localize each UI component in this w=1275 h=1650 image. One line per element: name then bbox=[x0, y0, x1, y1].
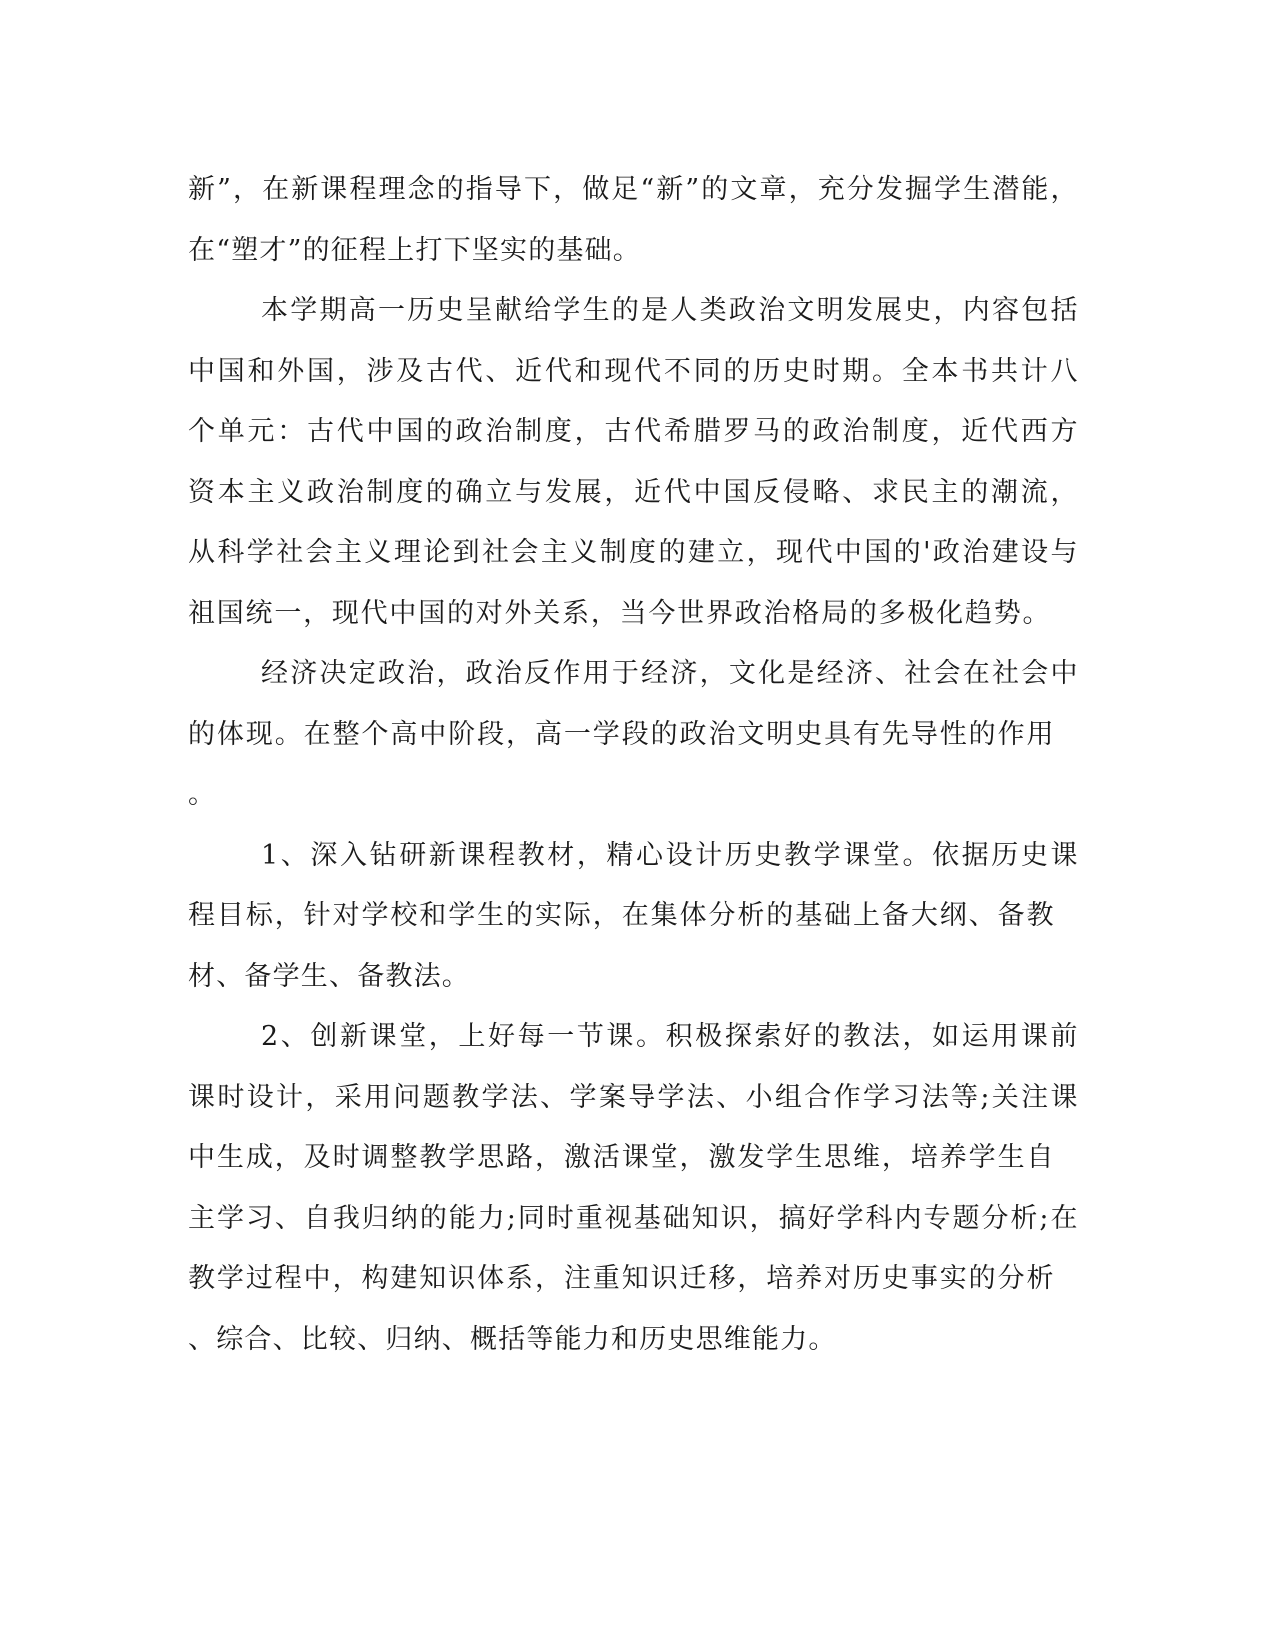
text-line: 祖国统一，现代中国的对外关系，当今世界政治格局的多极化趋势。 bbox=[188, 597, 1050, 629]
paragraph-3 bbox=[188, 644, 1078, 826]
paragraph-2 bbox=[188, 281, 1078, 644]
text-line: 经济决定政治，政治反作用于经济，文化是经济、社会在社会中 bbox=[261, 658, 1078, 689]
text-line: 程目标，针对学校和学生的实际，在集体分析的基础上备大纲、备教 bbox=[188, 900, 1054, 931]
document-page bbox=[188, 160, 1078, 1370]
text-line: 主学习、自我归纳的能力;同时重视基础知识，搞好学科内专题分析;在 bbox=[188, 1202, 1078, 1234]
text-line: 本学期高一历史呈献给学生的是人类政治文明发展史，内容包括 bbox=[261, 295, 1078, 326]
text-line: 新”，在新课程理念的指导下，做足“新”的文章，充分发掘学生潜能， bbox=[188, 174, 1078, 205]
text-line: 资本主义政治制度的确立与发展，近代中国反侵略、求民主的潮流， bbox=[188, 476, 1078, 508]
text-line: 材、备学生、备教法。 bbox=[188, 960, 470, 992]
text-line: 中生成，及时调整教学思路，激活课堂，激发学生思维，培养学生自 bbox=[188, 1142, 1054, 1173]
text-line: 1、深入钻研新课程教材，精心设计历史教学课堂。依据历史课 bbox=[261, 839, 1078, 871]
paragraph-4 bbox=[188, 826, 1078, 1008]
text-line: 从科学社会主义理论到社会主义制度的建立，现代中国的'政治建设与 bbox=[188, 537, 1078, 568]
text-line: 在“塑才”的征程上打下坚实的基础。 bbox=[188, 234, 642, 266]
text-line: 、综合、比较、归纳、概括等能力和历史思维能力。 bbox=[188, 1323, 837, 1355]
paragraph-1 bbox=[188, 160, 1078, 281]
paragraph-5 bbox=[188, 1007, 1078, 1370]
text-line: 教学过程中，构建知识体系，注重知识迁移，培养对历史事实的分析 bbox=[188, 1263, 1054, 1294]
text-line: 课时设计，采用问题教学法、学案导学法、小组合作学习法等;关注课 bbox=[188, 1081, 1078, 1113]
text-line: 的体现。在整个高中阶段，高一学段的政治文明史具有先导性的作用 bbox=[188, 718, 1054, 750]
text-line: 个单元：古代中国的政治制度，古代希腊罗马的政治制度，近代西方 bbox=[188, 416, 1078, 447]
text-line: 2、创新课堂，上好每一节课。积极探索好的教法，如运用课前 bbox=[261, 1021, 1078, 1052]
text-line: 。 bbox=[188, 779, 217, 810]
text-line: 中国和外国，涉及古代、近代和现代不同的历史时期。全本书共计八 bbox=[188, 355, 1078, 387]
